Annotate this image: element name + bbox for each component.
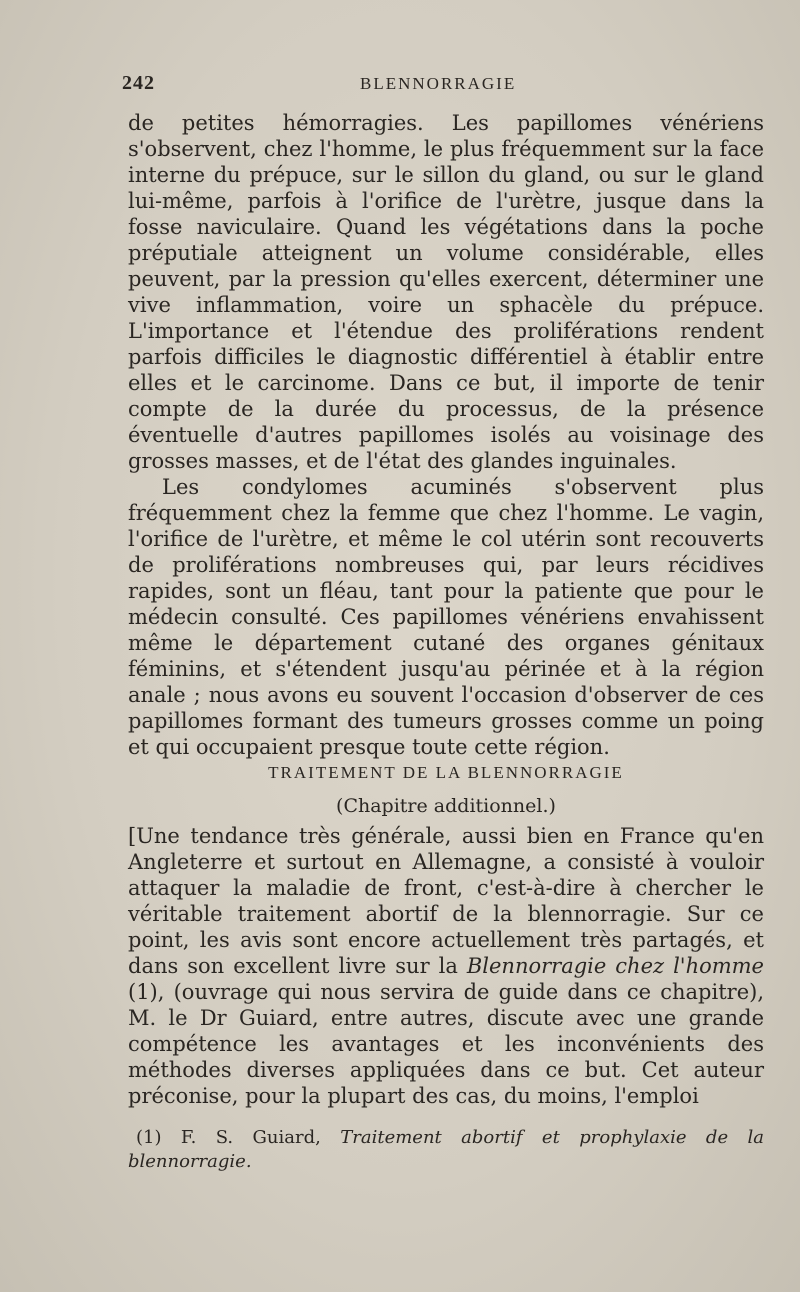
footnote-marker: (1) F. S. Guiard,	[136, 1127, 321, 1148]
section-body	[128, 823, 764, 1109]
body-text	[128, 110, 764, 760]
book-title: Blennorragie chez l'homme	[466, 954, 764, 978]
section-subtitle: (Chapitre additionnel.)	[336, 795, 556, 817]
paragraph-1: de petites hémorragies. Les papillomes vénériens s'observent, chez l'homme, le plus fréquemment sur la face interne du prépuce, sur le sillon du gland, ou sur le gland lui-même, parfois à l'orifice de l'urètre, jusque dans la fosse naviculaire. Quand les végétations dans la poche préputiale atteignent un volume considérable, elles peuvent, par la pression qu'elles exercent, déterminer une vive inflammation, voire un sphacèle du prépuce. L'importance et l'étendue des proliférations rendent parfois difficiles le diagnostic différentiel à établir entre elles et le carcinome. Dans ce but, il importe de tenir compte de la durée du processus, de la présence éventuelle d'autres papillomes isolés au voisinage des grosses masses, et de l'état des glandes inguinales.	[128, 111, 764, 473]
running-head: BLENNORRAGIE	[360, 74, 517, 93]
footnote-title: Traitement abortif et prophylaxie de la blennorragie.	[128, 1127, 764, 1172]
footnote	[128, 1126, 764, 1174]
section-paragraph-part-a: [Une tendance très générale, aussi bien en France qu'en Angleterre et surtout en Allemagne, a consisté à vouloir attaquer la maladie de front, c'est-à-dire à chercher le véritable traitement abortif de la blennorragie. Sur ce point, les avis sont encore actuellement très partagés, et dans son excellent livre sur la	[128, 824, 764, 978]
page-header	[120, 72, 764, 96]
paragraph-2: Les condylomes acuminés s'observent plus fréquemment chez la femme que chez l'homme. Le vagin, l'orifice de l'urètre, et même le col utérin sont recouverts de proliférations nombreuses qui, par leurs récidives rapides, sont un fléau, tant pour la patiente que pour le médecin consulté. Ces papillomes vénériens envahissent même le département cutané des organes génitaux féminins, et s'étendent jusqu'au périnée et à la région anale ; nous avons eu souvent l'occasion d'observer de ces papillomes formant des tumeurs grosses comme un poing et qui occupaient presque toute cette région.	[128, 475, 764, 759]
section-paragraph-part-b: (1), (ouvrage qui nous servira de guide dans ce chapitre), M. le Dr Guiard, entre autres, discute avec une grande compétence les avantages et les inconvénients des méthodes diverses appliquées dans ce but. Cet auteur préconise, pour la plupart des cas, du moins, l'emploi	[128, 980, 764, 1108]
page-number: 242	[122, 72, 155, 94]
section-title: TRAITEMENT DE LA BLENNORRAGIE	[268, 763, 624, 782]
